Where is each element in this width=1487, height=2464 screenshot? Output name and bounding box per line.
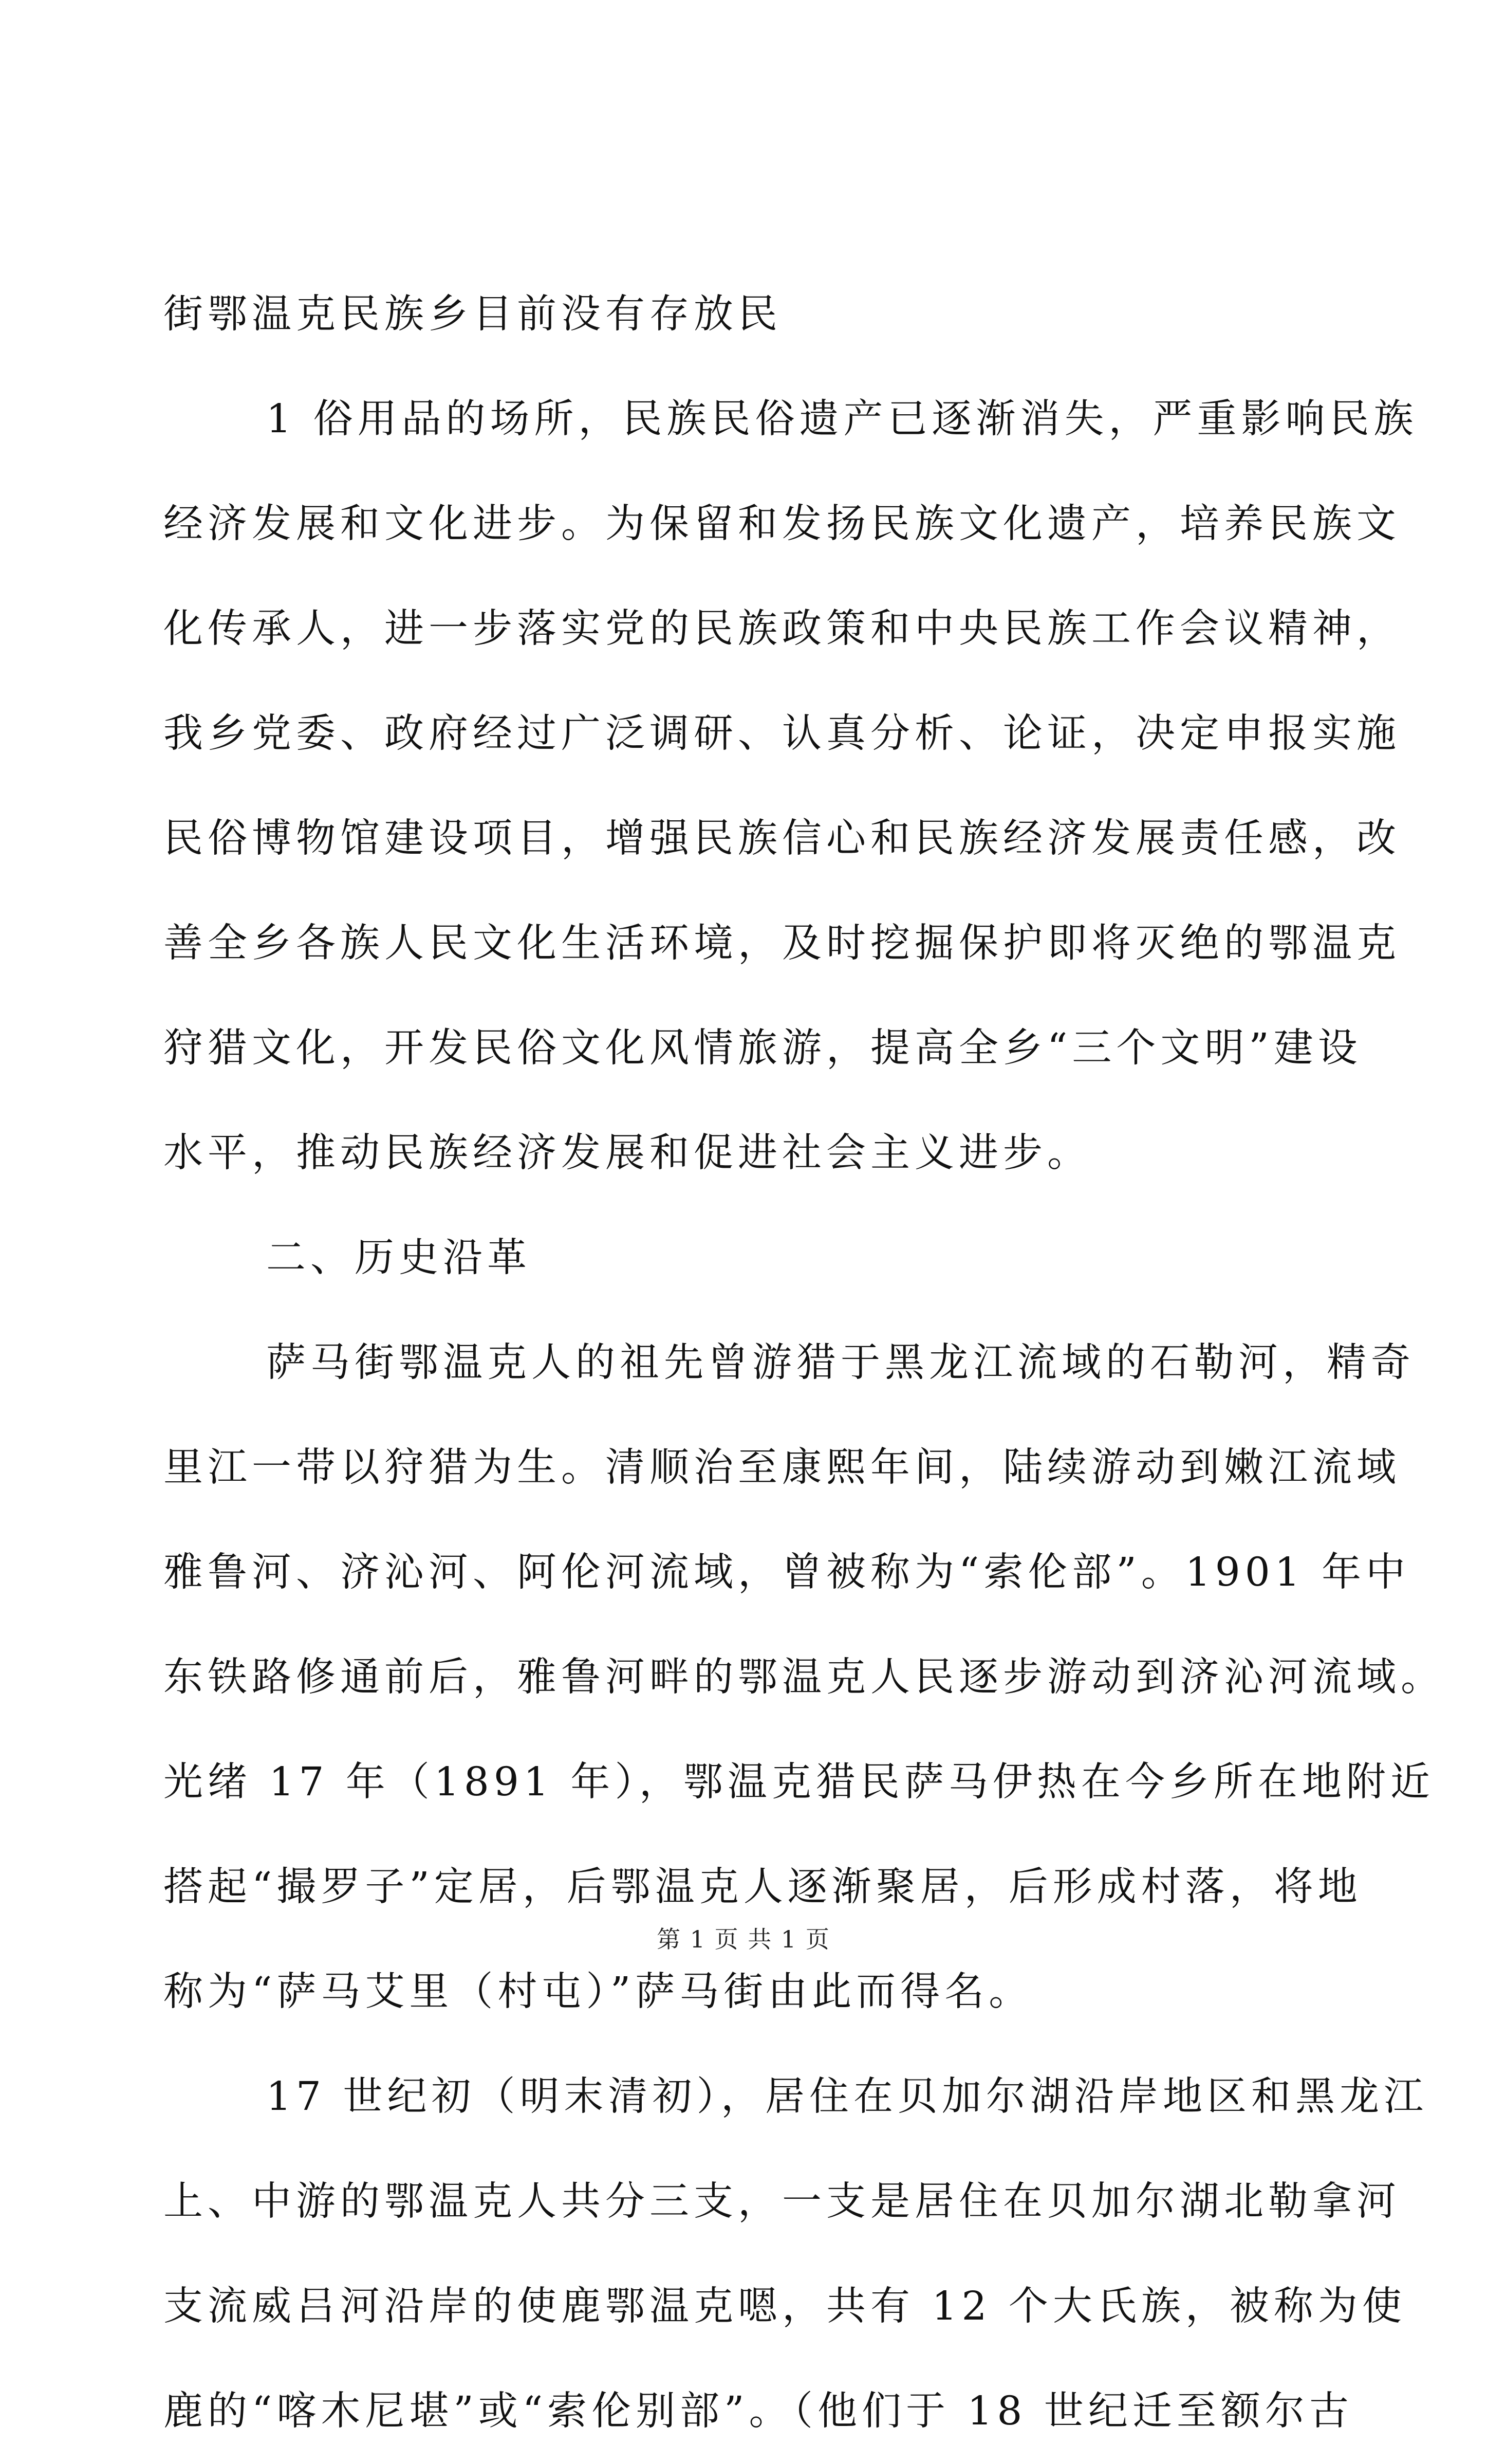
- text-line: 水平，推动民族经济发展和促进社会主义进步。: [163, 1130, 1091, 1176]
- text-line: 光绪 17 年（1891 年），鄂温克猎民萨马伊热在今乡所在地附近: [163, 1759, 1435, 1805]
- text-line: 街鄂温克民族乡目前没有存放民: [163, 291, 782, 337]
- text-line: 东铁路修通前后，雅鲁河畔的鄂温克人民逐步游动到济沁河流域。: [163, 1654, 1445, 1700]
- text-line: 化传承人，进一步落实党的民族政策和中央民族工作会议精神，: [163, 606, 1401, 652]
- text-line: 鹿的“喀木尼堪”或“索伦别部”。（他们于 18 世纪迁至额尔古: [163, 2388, 1353, 2434]
- text-line: 经济发展和文化进步。为保留和发扬民族文化遗产，培养民族文: [163, 501, 1401, 547]
- section-heading: 二、历史沿革: [266, 1235, 531, 1281]
- text-line: 搭起“撮罗子”定居，后鄂温克人逐渐聚居，后形成村落，将地: [163, 1864, 1362, 1910]
- text-line: 善全乡各族人民文化生活环境，及时挖掘保护即将灭绝的鄂温克: [163, 921, 1401, 966]
- text-line: 上、中游的鄂温克人共分三支，一支是居住在贝加尔湖北勒拿河: [163, 2179, 1401, 2224]
- text-line: 支流威吕河沿岸的使鹿鄂温克嗯，共有 12 个大氏族，被称为使: [163, 2284, 1406, 2329]
- text-line: 17 世纪初（明末清初），居住在贝加尔湖沿岸地区和黑龙江: [266, 2074, 1428, 2120]
- text-line: 里江一带以狩猎为生。清顺治至康熙年间，陆续游动到嫩江流域: [163, 1445, 1401, 1491]
- page-number-footer: 第 1 页 共 1 页: [657, 1925, 830, 1953]
- text-line: 1 俗用品的场所，民族民俗遗产已逐渐消失，严重影响民族: [266, 396, 1418, 442]
- text-line: 萨马街鄂温克人的祖先曾游猎于黑龙江流域的石勒河，精奇: [266, 1340, 1415, 1386]
- document-body: [163, 262, 1445, 2464]
- text-line: 狩猎文化，开发民俗文化风情旅游，提高全乡“三个文明”建设: [163, 1025, 1362, 1071]
- text-line: 我乡党委、政府经过广泛调研、认真分析、论证，决定申报实施: [163, 711, 1401, 757]
- text-line: 称为“萨马艾里（村屯）”萨马街由此而得名。: [163, 1969, 1033, 2015]
- text-line: 雅鲁河、济沁河、阿伦河流域，曾被称为“索伦部”。1901 年中: [163, 1550, 1410, 1595]
- text-line: 民俗博物馆建设项目，增强民族信心和民族经济发展责任感，改: [163, 816, 1401, 861]
